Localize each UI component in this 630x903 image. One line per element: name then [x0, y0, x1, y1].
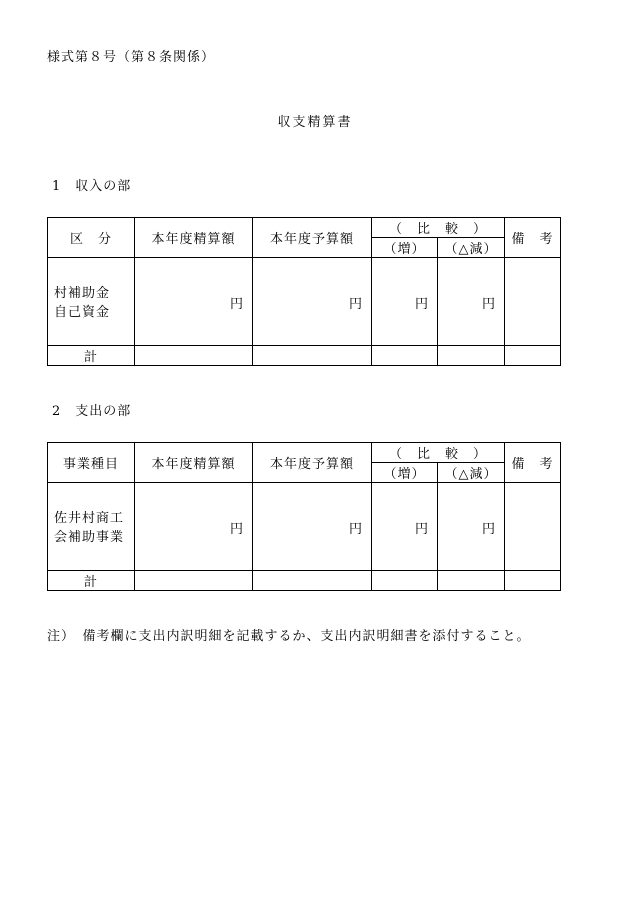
header-remarks: 備 考 [505, 443, 561, 483]
header-project-type: 事業種目 [48, 443, 135, 483]
total-remarks [505, 346, 561, 366]
header-budget-amount: 本年度予算額 [253, 218, 372, 258]
remarks-cell [505, 483, 561, 571]
total-increase [372, 571, 438, 591]
form-number: 様式第８号（第８条関係） [47, 50, 216, 65]
expense-items: 佐井村商工 会補助事業 [48, 483, 135, 571]
settlement-unit: 円 [135, 483, 253, 571]
header-comparison: （ 比 較 ） [372, 443, 505, 463]
income-section-heading: 1 収入の部 [52, 179, 132, 194]
total-label: 計 [48, 571, 135, 591]
header-increase: （増） [372, 463, 438, 483]
header-settlement-amount: 本年度精算額 [135, 443, 253, 483]
header-comparison: （ 比 較 ） [372, 218, 505, 238]
total-label: 計 [48, 346, 135, 366]
remarks-cell [505, 258, 561, 346]
settlement-unit: 円 [135, 258, 253, 346]
decrease-unit: 円 [438, 483, 505, 571]
total-budget [253, 346, 372, 366]
document-title: 収支精算書 [277, 115, 353, 130]
total-decrease [438, 346, 505, 366]
income-table [47, 217, 561, 366]
footnote: 注） 備考欄に支出内訳明細を記載するか、支出内訳明細書を添付すること。 [47, 629, 531, 644]
header-remarks: 備 考 [505, 218, 561, 258]
decrease-unit: 円 [438, 258, 505, 346]
header-increase: （増） [372, 238, 438, 258]
income-items: 村補助金 自己資金 [48, 258, 135, 346]
increase-unit: 円 [372, 258, 438, 346]
total-budget [253, 571, 372, 591]
header-budget-amount: 本年度予算額 [253, 443, 372, 483]
budget-unit: 円 [253, 483, 372, 571]
header-decrease: （△減） [438, 238, 505, 258]
header-settlement-amount: 本年度精算額 [135, 218, 253, 258]
header-decrease: （△減） [438, 463, 505, 483]
total-remarks [505, 571, 561, 591]
budget-unit: 円 [253, 258, 372, 346]
expense-section-heading: 2 支出の部 [52, 404, 132, 419]
total-decrease [438, 571, 505, 591]
expense-table [47, 442, 561, 591]
total-settlement [135, 571, 253, 591]
total-settlement [135, 346, 253, 366]
increase-unit: 円 [372, 483, 438, 571]
header-category: 区 分 [48, 218, 135, 258]
total-increase [372, 346, 438, 366]
